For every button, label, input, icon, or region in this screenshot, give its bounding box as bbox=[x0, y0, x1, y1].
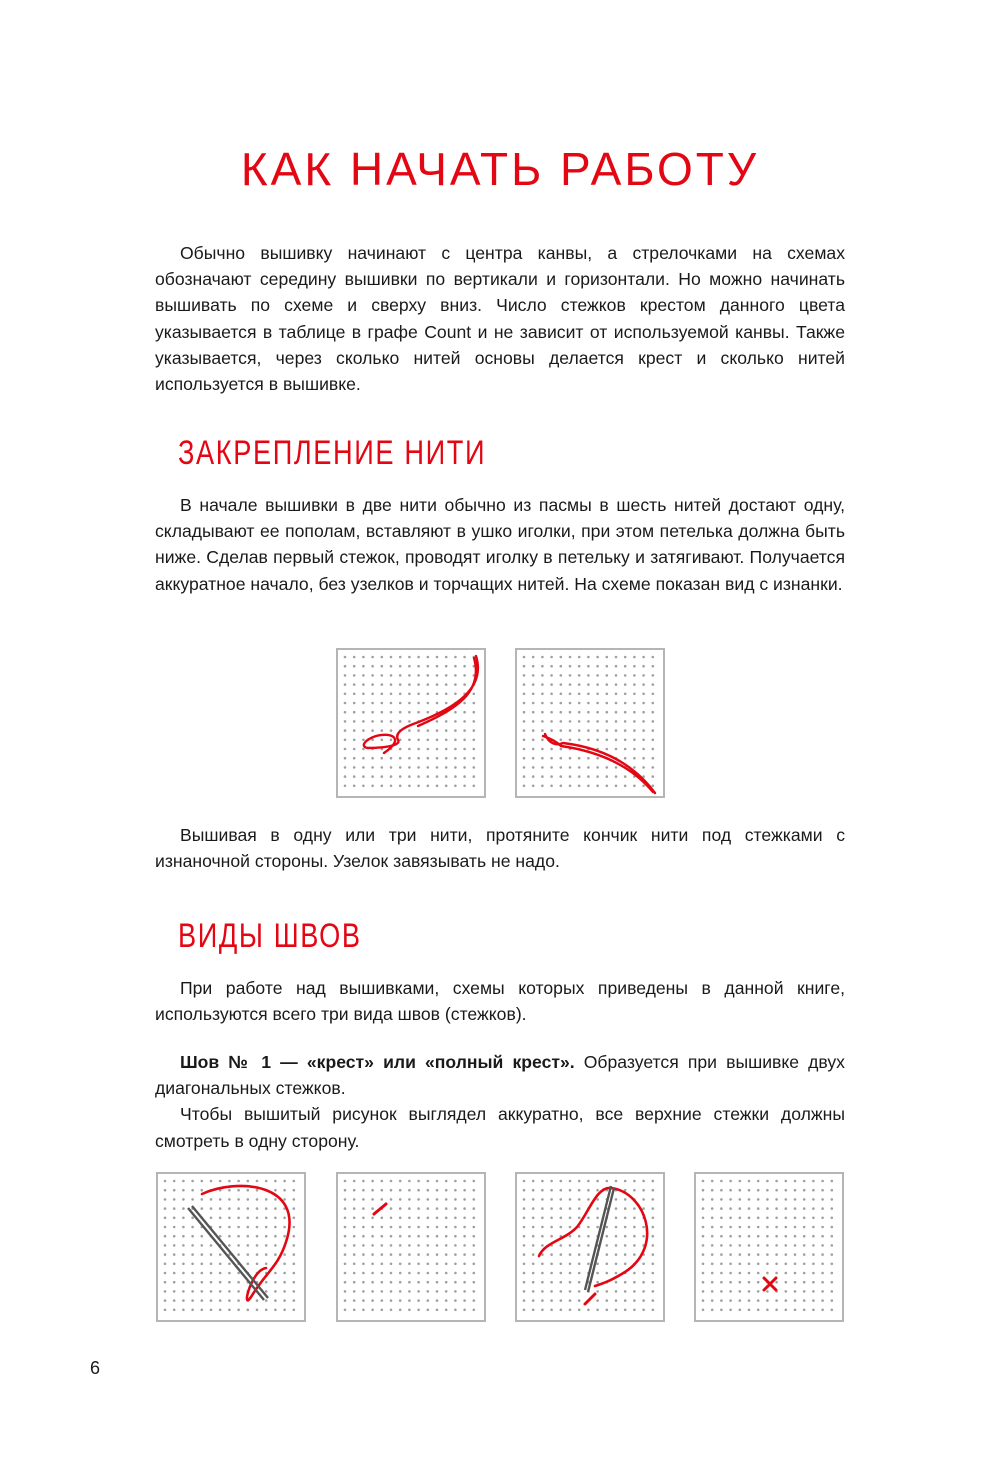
needle-icon bbox=[188, 1206, 268, 1300]
stitches-paragraph: При работе над вышивками, схемы которых приведены в данной книге, используются всего три вида швов (стежков). bbox=[155, 978, 845, 1025]
intro-paragraph: Обычно вышивку начинают с центра канвы, а стрелочками на схемах обозначают середину вышивки по вертикали и горизонтали. Но можно начинать вышивать по схеме и сверху вниз. Число стежков крестом данного цвета указывается в таблице в графе Count и не зависит от используемой канвы. Также указывается, через сколько нитей основы делается крест и сколько нитей используется в вышивке. bbox=[155, 243, 845, 395]
page-title: КАК НАЧАТЬ РАБОТУ bbox=[240, 143, 760, 195]
grid-dots bbox=[344, 656, 475, 787]
stitch1-tip: Чтобы вышитый рисунок выглядел аккуратно, все верхние стежки должны смотреть в одну сторону. bbox=[155, 1104, 845, 1151]
diagram-thread-start bbox=[515, 648, 665, 798]
stitch1-label: Шов № 1 — «крест» или «полный крест». bbox=[180, 1052, 575, 1072]
grid-dots bbox=[344, 1180, 475, 1311]
diagram-stitch-step-4 bbox=[694, 1172, 844, 1322]
stitch1-desc: Образуется при вышивке двух диагональных стежков. bbox=[155, 1052, 845, 1099]
section-title-thread: ЗАКРЕПЛЕНИЕ НИТИ bbox=[178, 434, 487, 472]
thread-note: Вышивая в одну или три нити, протяните кончик нити под стежками с изнаночной стороны. Узелок завязывать не надо. bbox=[155, 825, 845, 872]
grid-dots bbox=[702, 1180, 833, 1311]
needle-icon bbox=[585, 1186, 614, 1292]
stitch1-paragraph bbox=[155, 1049, 845, 1154]
thread-line bbox=[364, 656, 478, 753]
grid-dots bbox=[164, 1180, 295, 1311]
stitch-line bbox=[374, 1204, 386, 1214]
grid-dots bbox=[523, 656, 654, 787]
page-number: 6 bbox=[90, 1358, 101, 1378]
diagram-stitch-step-1 bbox=[156, 1172, 306, 1322]
diagram-stitch-step-3 bbox=[515, 1172, 665, 1322]
thread-paragraph: В начале вышивки в две нити обычно из пасмы в шесть нитей достают одну, складывают ее пополам, вставляют в ушко иголки, при этом петелька должна быть ниже. Сделав первый стежок, проводят иголку в петельку и затягивают. Получается аккуратное начало, без узелков и торчащих нитей. На схеме показан вид с изнанки. bbox=[155, 495, 845, 594]
stitch-line bbox=[585, 1294, 595, 1304]
thread-line bbox=[543, 734, 655, 793]
section-title-stitches: ВИДЫ ШВОВ bbox=[178, 917, 362, 955]
thread-line bbox=[202, 1186, 290, 1300]
cross-stitch bbox=[764, 1278, 776, 1290]
diagram-thread-loop bbox=[336, 648, 486, 798]
diagram-stitch-step-2 bbox=[336, 1172, 486, 1322]
